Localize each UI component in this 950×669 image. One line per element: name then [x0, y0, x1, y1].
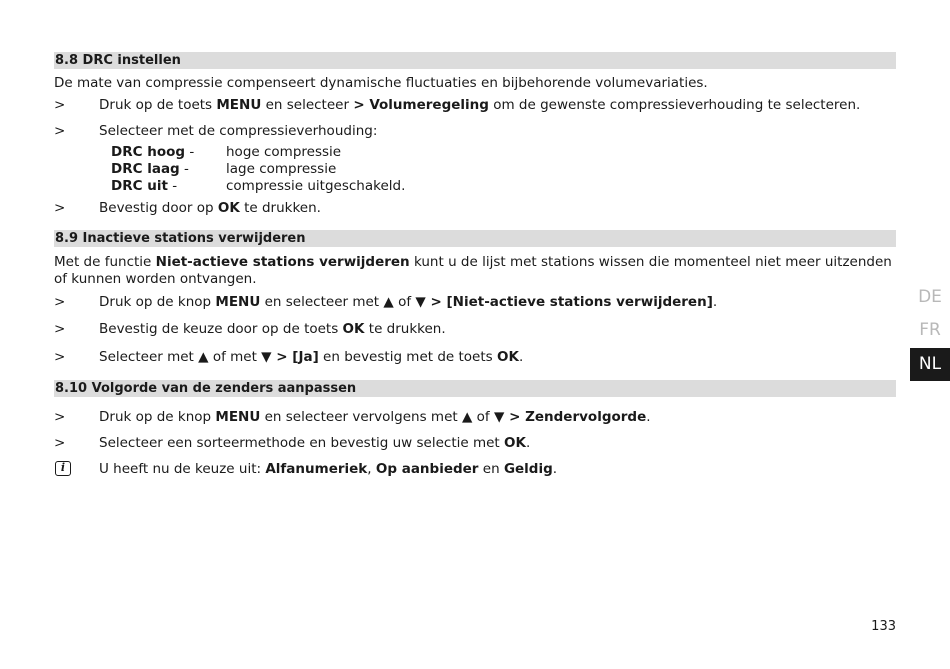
step-marker: > — [54, 200, 66, 216]
drc-step-3: > Bevestig door op OK te drukken. — [54, 200, 321, 216]
drc-option-row: DRC uit - compressie uitgeschakeld. — [111, 178, 406, 194]
drc-step-2: > Selecteer met de compressieverhouding: — [54, 123, 378, 139]
section-heading-inactive: 8.9 Inactieve stations verwijderen — [54, 230, 896, 247]
step-marker: > — [54, 97, 66, 113]
down-arrow-icon: ▼ — [261, 349, 272, 365]
down-arrow-icon: ▼ — [415, 294, 426, 310]
section-heading-order: 8.10 Volgorde van de zenders aanpassen — [54, 380, 896, 397]
inactive-intro: Met de functie Niet-actieve stations verwijderen kunt u de lijst met stations wissen die momenteel niet meer uitzenden of kunnen worden ontvangen. — [54, 254, 892, 287]
section-heading-drc: 8.8 DRC instellen — [54, 52, 896, 69]
step-marker: > — [54, 123, 66, 139]
drc-intro: De mate van compressie compenseert dynamische fluctuaties en bijbehorende volumevariaties. — [54, 75, 708, 91]
down-arrow-icon: ▼ — [493, 409, 505, 425]
step-marker: > — [54, 435, 66, 451]
inactive-step-3: > Selecteer met ▲ of met ▼ > [Ja] en bevestig met de toets OK. — [54, 349, 524, 365]
language-tab-nl[interactable]: NL — [910, 348, 950, 381]
page-number: 133 — [871, 619, 896, 634]
drc-options — [111, 144, 896, 195]
order-step-2: > Selecteer een sorteermethode en bevestig uw selectie met OK. — [54, 435, 531, 451]
drc-step-1: > Druk op de toets MENU en selecteer > Volumeregeling om de gewenste compressieverhouding te selecteren. — [54, 97, 861, 113]
drc-option-row: DRC laag - lage compressie — [111, 161, 337, 177]
up-arrow-icon: ▲ — [198, 349, 209, 365]
step-marker: > — [54, 321, 66, 337]
language-tab-de[interactable]: DE — [918, 287, 942, 307]
manual-content — [54, 52, 896, 478]
inactive-step-2: > Bevestig de keuze door op de toets OK te drukken. — [54, 321, 446, 337]
step-marker: > — [54, 294, 66, 310]
drc-option-row: DRC hoog - hoge compressie — [111, 144, 342, 160]
info-note-icon: i — [55, 461, 71, 476]
step-marker: > — [54, 349, 66, 365]
order-step-1: > Druk op de knop MENU en selecteer vervolgens met ▲ of ▼ > Zendervolgorde. — [54, 409, 651, 425]
up-arrow-icon: ▲ — [383, 294, 394, 310]
order-note: i U heeft nu de keuze uit: Alfanumeriek, Op aanbieder en Geldig. — [54, 461, 896, 478]
up-arrow-icon: ▲ — [461, 409, 473, 425]
step-marker: > — [54, 409, 66, 425]
inactive-step-1: > Druk op de knop MENU en selecteer met ▲ of ▼ > [Niet-actieve stations verwijderen]. — [54, 294, 718, 310]
language-tab-fr[interactable]: FR — [919, 320, 941, 340]
